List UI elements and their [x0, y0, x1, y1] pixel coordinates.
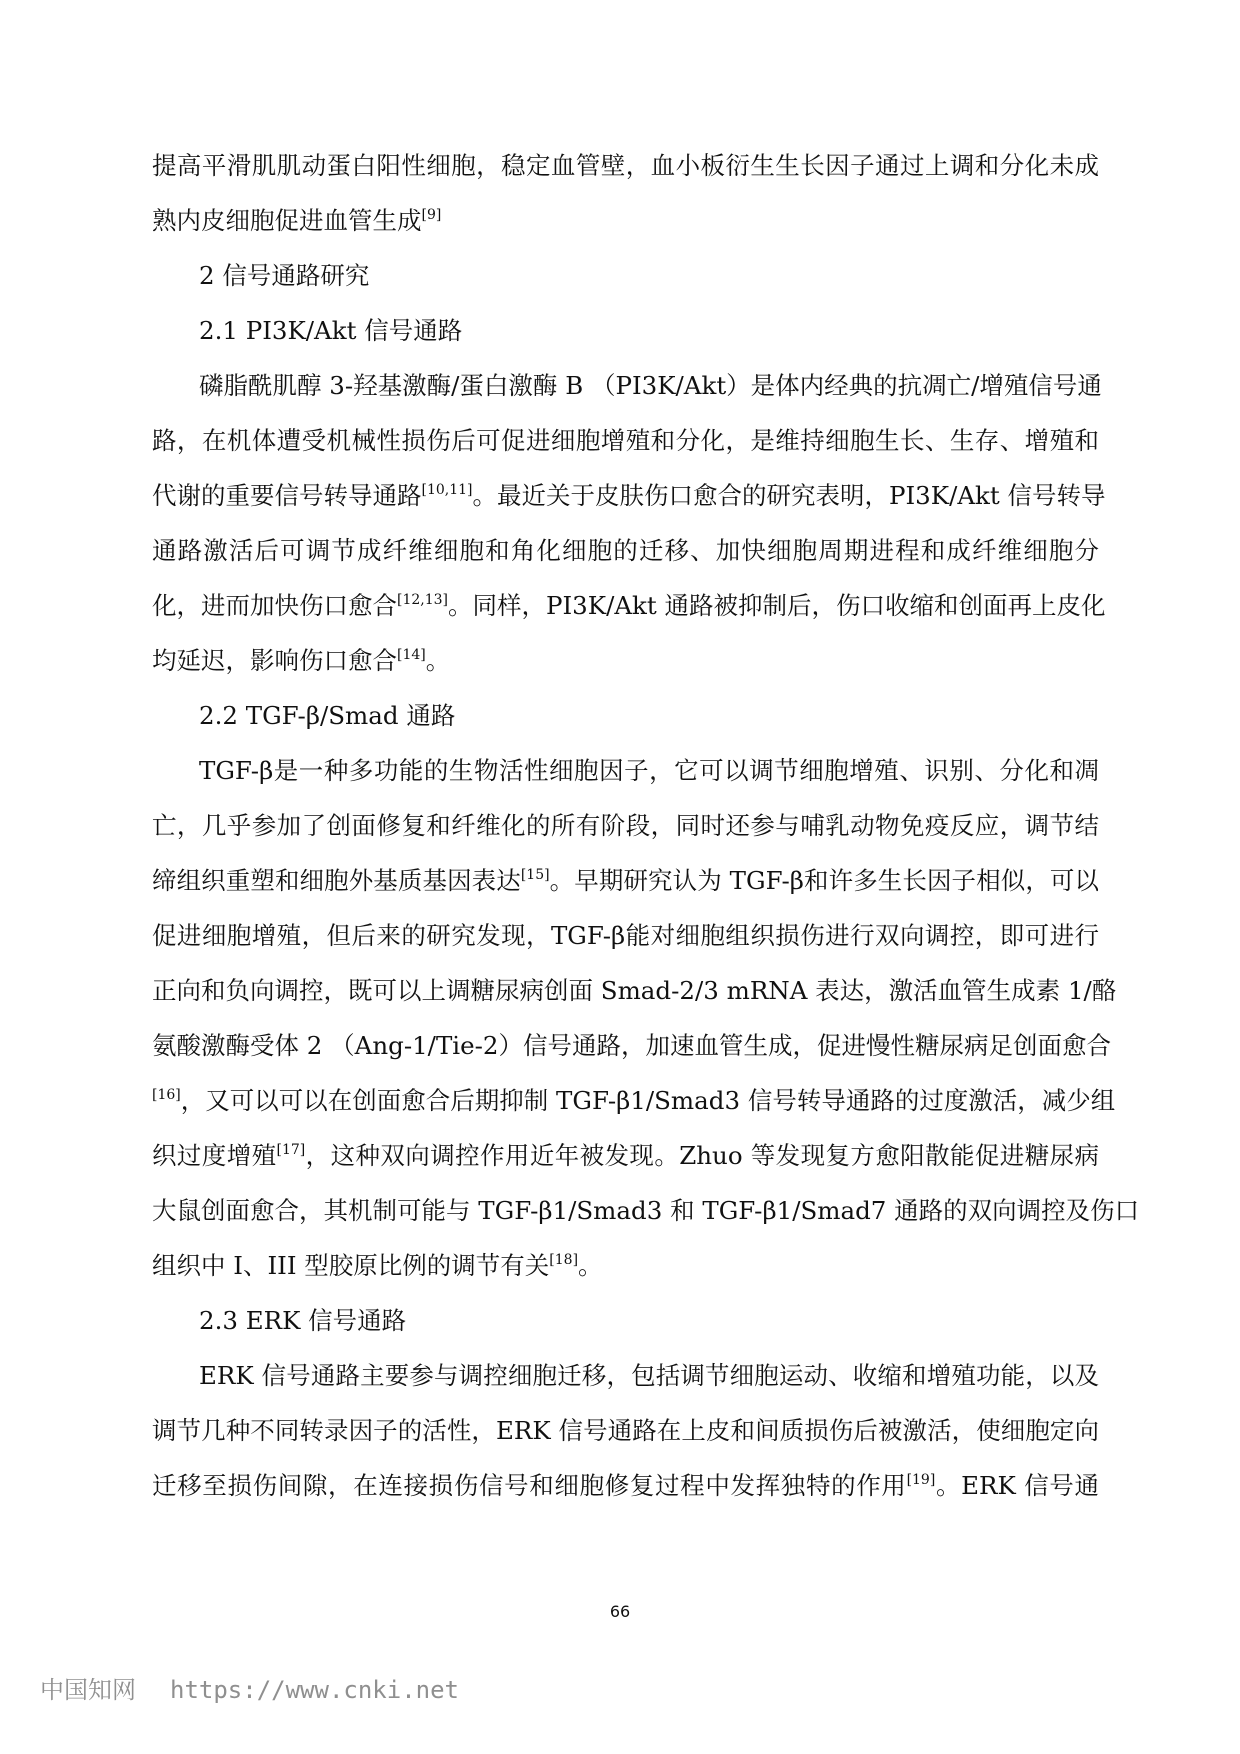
citation: [10,11]: [421, 482, 473, 498]
body-text: 。ERK 信号通: [935, 1471, 1099, 1500]
body-text: 。最近关于皮肤伤口愈合的研究表明，PI3K/Akt 信号转导: [472, 481, 1106, 510]
citation: [18]: [549, 1252, 579, 1268]
subsection-heading: 2.1 PI3K/Akt 信号通路: [199, 316, 463, 345]
body-text-line: ERK 信号通路主要参与调控细胞迁移，包括调节细胞运动、收缩和增殖功能，以及: [199, 1361, 1099, 1390]
body-text-line: 亡，几乎参加了创面修复和纤维化的所有阶段，同时还参与哺乳动物免疫反应，调节结: [152, 811, 1099, 840]
body-text-line: [152, 863, 1099, 899]
body-text: 均延迟，影响伤口愈合: [152, 646, 397, 675]
citation: [15]: [520, 867, 550, 883]
body-text-line: [152, 588, 1106, 624]
body-text-line: [152, 203, 441, 239]
body-text-line: 调节几种不同转录因子的活性，ERK 信号通路在上皮和间质损伤后被激活，使细胞定向: [152, 1416, 1099, 1445]
body-text: 缔组织重塑和细胞外基质基因表达: [152, 866, 521, 895]
body-text: 熟内皮细胞促进血管生成: [152, 206, 422, 235]
body-text: ，又可以可以在创面愈合后期抑制 TGF-β1/Smad3 信号转导通路的过度激活，减少组: [180, 1086, 1116, 1115]
body-text-line: [152, 1468, 1099, 1504]
body-text: 织过度增殖: [152, 1141, 277, 1170]
body-text: 迁移至损伤间隙，在连接损伤信号和细胞修复过程中发挥独特的作用: [152, 1471, 907, 1500]
body-text-line: TGF-β是一种多功能的生物活性细胞因子，它可以调节细胞增殖、识别、分化和凋: [199, 756, 1099, 785]
citation: [17]: [276, 1142, 306, 1158]
body-text: 。早期研究认为 TGF-β和许多生长因子相似，可以: [549, 866, 1100, 895]
body-text-line: 磷脂酰肌醇 3-羟基激酶/蛋白激酶 B （PI3K/Akt）是体内经典的抗凋亡/增殖信号通: [199, 371, 1102, 400]
watermark-name: 中国知网: [40, 1676, 136, 1704]
body-text-line: 提高平滑肌肌动蛋白阳性细胞，稳定血管壁，血小板衍生生长因子通过上调和分化未成: [152, 151, 1099, 180]
body-text: 。: [425, 646, 451, 675]
section-heading: 2 信号通路研究: [199, 261, 370, 290]
body-text: 代谢的重要信号转导通路: [152, 481, 422, 510]
body-text-line: [152, 478, 1106, 514]
citation: [19]: [906, 1472, 936, 1488]
body-text-line: 氨酸激酶受体 2 （Ang-1/Tie-2）信号通路，加速血管生成，促进慢性糖尿病足创面愈合: [152, 1031, 1111, 1060]
body-text: 化，进而加快伤口愈合: [152, 591, 397, 620]
citation: [12,13]: [397, 592, 449, 608]
citation: [14]: [397, 647, 426, 663]
body-text-line: 大鼠创面愈合，其机制可能与 TGF-β1/Smad3 和 TGF-β1/Smad7 通路的双向调控及伤口: [152, 1196, 1140, 1225]
page-number: 66: [609, 1602, 631, 1621]
citation: [16]: [152, 1087, 181, 1103]
subsection-heading: 2.3 ERK 信号通路: [199, 1306, 407, 1335]
source-watermark: [40, 1670, 459, 1705]
body-text: 组织中 I、III 型胶原比例的调节有关: [152, 1251, 550, 1280]
body-text: ，这种双向调控作用近年被发现。Zhuo 等发现复方愈阳散能促进糖尿病: [305, 1141, 1100, 1170]
body-text-line: [152, 643, 450, 679]
body-text-line: 通路激活后可调节成纤维细胞和角化细胞的迁移、加快细胞周期进程和成纤维细胞分: [152, 536, 1099, 565]
body-text-line: [152, 1138, 1099, 1174]
body-text-line: 促进细胞增殖，但后来的研究发现，TGF-β能对细胞组织损伤进行双向调控，即可进行: [152, 921, 1099, 950]
watermark-url[interactable]: https://www.cnki.net: [170, 1676, 459, 1704]
body-text: 。同样，PI3K/Akt 通路被抑制后，伤口收缩和创面再上皮化: [448, 591, 1106, 620]
body-text-line: 正向和负向调控，既可以上调糖尿病创面 Smad-2/3 mRNA 表达，激活血管生成素 1/酪: [152, 976, 1117, 1005]
body-text-line: [152, 1248, 603, 1284]
body-text-line: 路，在机体遭受机械性损伤后可促进细胞增殖和分化，是维持细胞生长、生存、增殖和: [152, 426, 1099, 455]
body-text: 。: [578, 1251, 603, 1280]
citation: [9]: [421, 207, 442, 223]
body-text-line: [152, 1083, 1116, 1119]
subsection-heading: 2.2 TGF-β/Smad 通路: [199, 701, 456, 730]
